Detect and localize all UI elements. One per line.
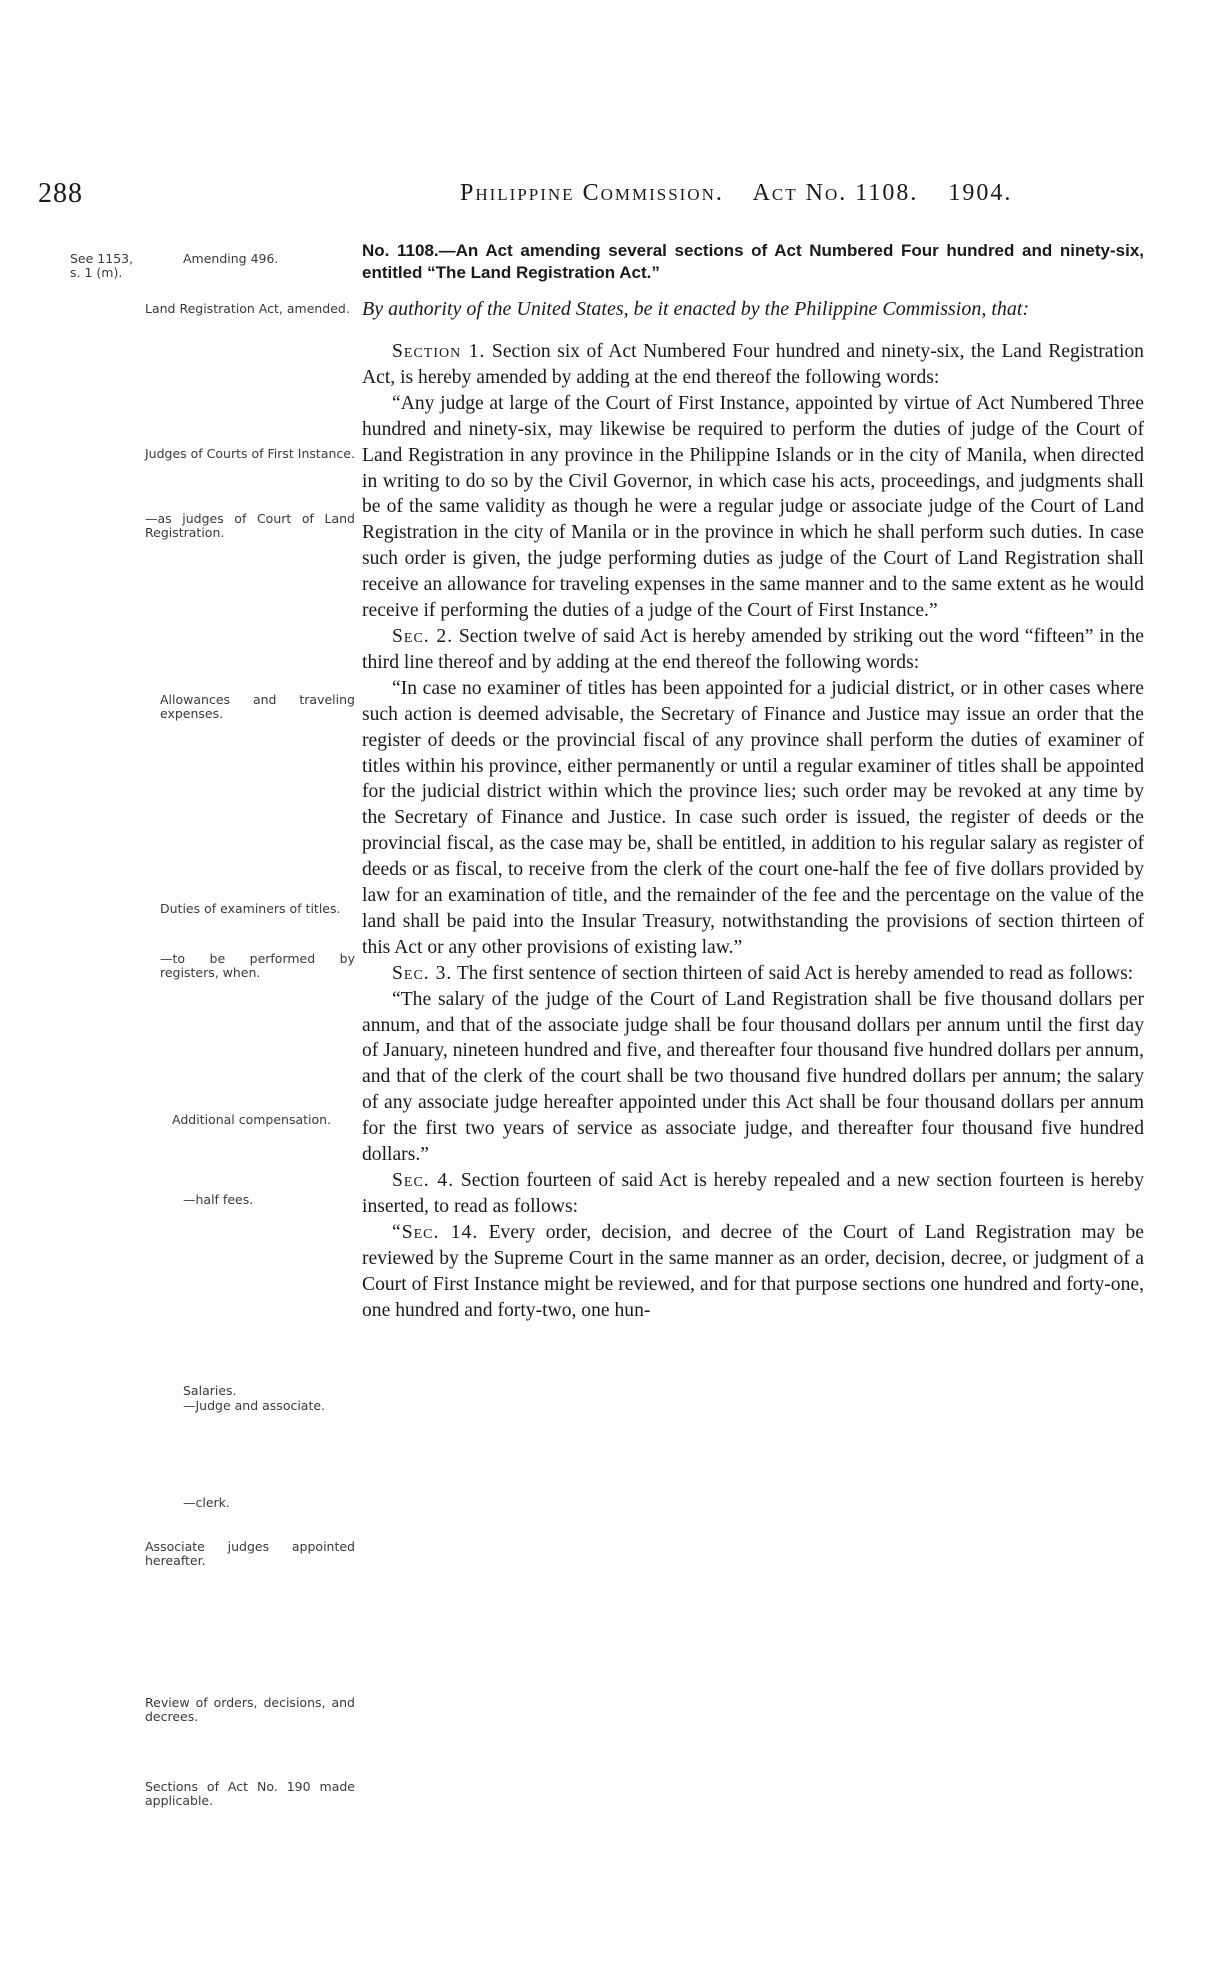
sidenote-land-registration: Land Registration Act, amended.: [145, 301, 350, 316]
section-4-label: Sec. 4.: [392, 1170, 455, 1191]
sidenote-allowances: Allowances and traveling expenses.: [160, 692, 355, 721]
sidenote-amending: Amending 496.: [183, 251, 279, 266]
enacting-clause: By authority of the United States, be it enacted by the Philippine Commission, that:: [362, 298, 1030, 320]
sidenote-associate-judges: Associate judges appointed hereafter.: [145, 1539, 355, 1568]
section-3-label: Sec. 3.: [392, 962, 453, 984]
sidenote-as-judges-land-registration: —as judges of Court of Land Registration.: [145, 511, 355, 540]
sidenote-additional-compensation: Additional compensation.: [172, 1112, 332, 1127]
section-1-text: Section six of Act Numbered Four hundred and ninety-six, the Land Registration Act, is hereby amended by adding at the end thereof the following words:: [362, 341, 1144, 388]
running-head-commission: Philippine Commission.: [460, 180, 724, 206]
section-1: [362, 339, 1144, 391]
section-4: [362, 1168, 1144, 1220]
section-2-text: Section twelve of said Act is hereby amended by striking out the word “fifteen” in the third line thereof and by adding at the end thereof the following words:: [362, 625, 1145, 673]
running-head-act: Act No. 1108.: [752, 180, 919, 206]
section-14-label: “Sec. 14.: [392, 1221, 479, 1243]
act-title: [362, 240, 1144, 284]
sidenote-performed-by-registers: —to be performed by registers, when.: [160, 951, 355, 980]
sidenote-review-orders: Review of orders, decisions, and decrees.: [145, 1695, 355, 1724]
section-3-quote: “The salary of the judge of the Court of Land Registration shall be five thousand dollars per annum, and that of the associate judge shall be four thousand dollars per annum until the first day of January, nineteen hundred and five, and thereafter four thousand five hundred dollars per annum, and that of the clerk of the court shall be two thousand five hundred dollars per annum; the salary of any associate judge hereafter appointed under this Act shall be four thousand dollars per annum for the first two years of service as associate judge, and thereafter four thousand five hundred dollars.”: [362, 988, 1144, 1166]
sidenote-judge-associate: —Judge and associate.: [183, 1398, 326, 1413]
sidenote-sections-act-190: Sections of Act No. 190 made applicable.: [145, 1779, 355, 1808]
margin-crossref: [70, 252, 160, 280]
section-1-quote: “Any judge at large of the Court of First Instance, appointed by virtue of Act Numbered Three hundred and ninety-six, may likewise be required to perform the duties of judge of the Court of Land Registration in any province in the Philippine Islands or in the city of Manila, when directed in writing to do so by the Civil Governor, in which case his acts, proceedings, and judgments shall be of the same validity as though he were a regular judge or associate judge of the Court of Land Registration in the city of Manila or in the province in which he shall perform such duties. In case such order is given, the judge performing duties as judge of the Court of Land Registration shall receive an allowance for traveling expenses in the same manner and to the same extent as he would receive if performing the duties of a judge of the Court of First Instance.”: [362, 392, 1144, 622]
section-2-label: Sec. 2.: [392, 625, 454, 647]
section-2-quote: “In case no examiner of titles has been appointed for a judicial district, or in other cases where such action is deemed advisable, the Secretary of Finance and Justice may issue an order that the register of deeds or the provincial fiscal of any province shall perform the duties of examiner of titles within his province, either permanently or until a regular examiner of titles shall be appointed for the judicial district within which the province lies; such order may be revoked at any time by the Secretary of Finance and Justice. In case such order is issued, the register of deeds or the provincial fiscal, as the case may be, shall be entitled, in addition to his regular salary as register of deeds or as fiscal, to receive from the clerk of the court one-half the fee of five dollars provided by law for an examination of title, and the remainder of the fee and the percentage on the value of the land shall be paid into the Insular Treasury, notwithstanding the provisions of section thirteen of this Act or any other provisions of existing law.”: [362, 677, 1144, 958]
section-4-quote: [362, 1220, 1144, 1324]
act-number: No. 1108.: [362, 241, 439, 260]
act-title-text: —An Act amending several sections of Act Numbered Four hundred and ninety-six, entitled “The Land Registration Act.”: [362, 241, 1144, 282]
sidenote-clerk: —clerk.: [183, 1495, 230, 1510]
section-4-text: Section fourteen of said Act is hereby repealed and a new section fourteen is hereby inserted, to read as follows:: [362, 1170, 1145, 1217]
main-text: [362, 240, 1144, 1323]
section-3: [362, 961, 1144, 987]
running-head: [460, 180, 1034, 207]
sidenote-half-fees: —half fees.: [183, 1192, 254, 1207]
section-3-text: The first sentence of section thirteen of said Act is hereby amended to read as follows:: [456, 962, 1134, 984]
running-head-year: 1904.: [948, 180, 1013, 206]
crossref-line-2: s. 1 (m).: [70, 265, 123, 280]
section-1-label: Section 1.: [392, 341, 486, 362]
sidenote-judges-first-instance: Judges of Courts of First Instance.: [145, 446, 355, 461]
crossref-line-1: See 1153,: [70, 251, 134, 266]
section-2: [362, 624, 1144, 676]
section-14-text: Every order, decision, and decree of the Court of Land Registration may be reviewed by the Supreme Court in the same manner as an order, decision, decree, or judgment of a Court of First Instance might be reviewed, and for that purpose sections one hundred and forty-one, one hundred and forty-two, one hun-: [362, 1221, 1144, 1321]
sidenote-salaries: Salaries.: [183, 1383, 237, 1398]
sidenote-duties-examiners: Duties of examiners of titles.: [160, 901, 341, 916]
page-number: 288: [38, 178, 83, 209]
